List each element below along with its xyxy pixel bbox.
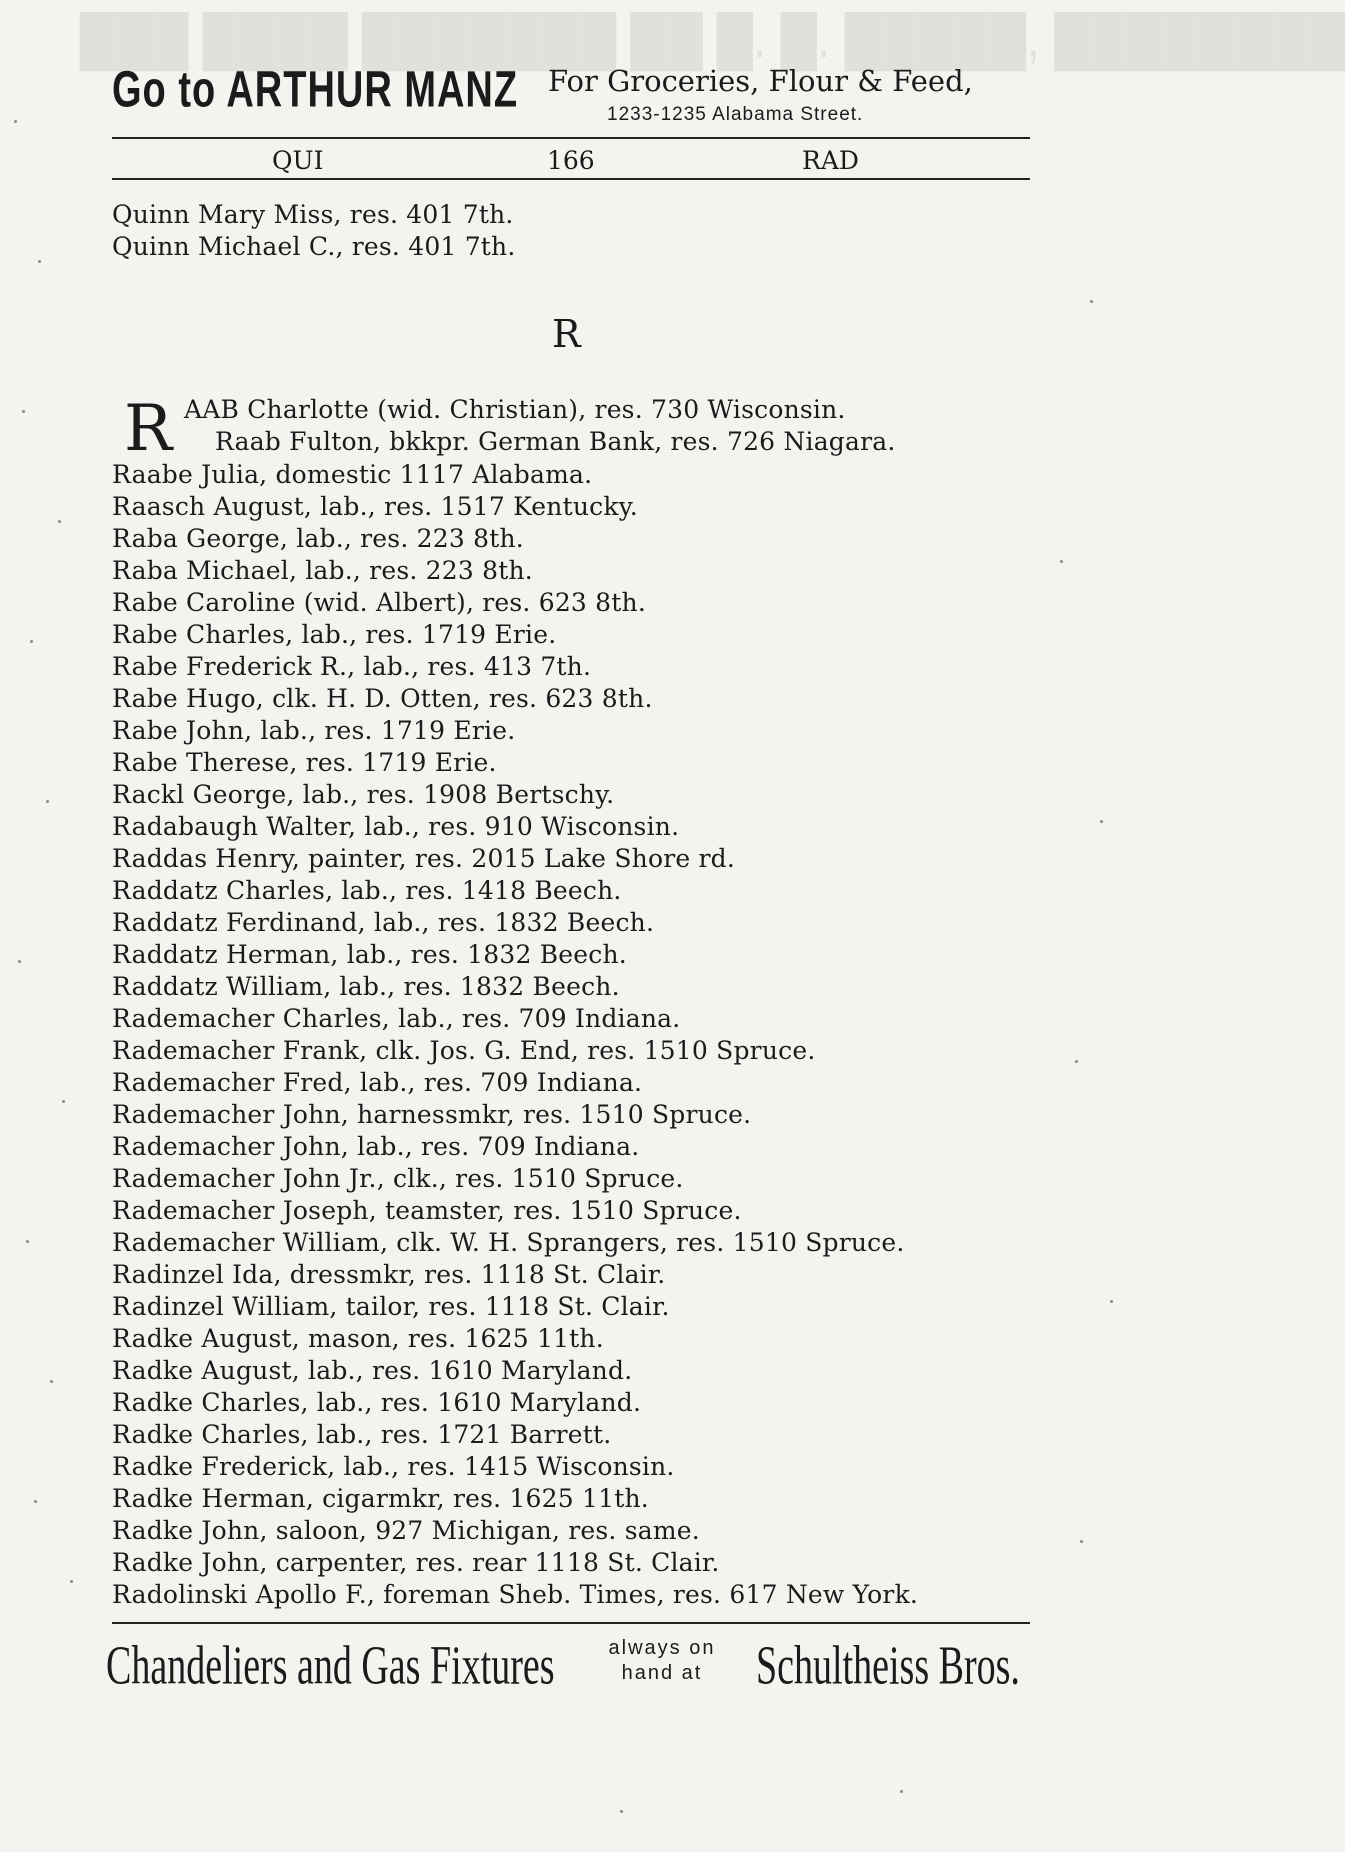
page-number: 166 <box>547 146 595 175</box>
show-through-text: ▇▇▇ ▇▇▇▇ ▇▇▇▇▇▇▇ ▇▇ ▇. ▇. ▇▇▇▇▇, ▇▇▇▇▇▇▇▇ <box>80 4 1345 70</box>
directory-entry: AAB Charlotte (wid. Christian), res. 730 Wisconsin. <box>184 395 846 424</box>
section-letter: R <box>552 312 581 356</box>
directory-entry: Rabe Charles, lab., res. 1719 Erie. <box>112 620 557 649</box>
ad-goods: For Groceries, Flour & Feed, <box>548 64 973 98</box>
running-head-right: RAD <box>802 146 859 175</box>
ad-address: 1233-1235 Alabama Street. <box>607 104 864 125</box>
print-speck <box>1075 1060 1078 1063</box>
directory-entry: Radke John, saloon, 927 Michigan, res. same. <box>112 1516 700 1545</box>
print-speck <box>70 1580 73 1583</box>
directory-entry: Raab Fulton, bkkpr. German Bank, res. 726 Niagara. <box>215 427 896 456</box>
drop-cap: R <box>124 392 173 466</box>
directory-entry: Rabe Hugo, clk. H. D. Otten, res. 623 8th. <box>112 684 653 713</box>
directory-entry: Rademacher John, harnessmkr, res. 1510 Spruce. <box>112 1100 752 1129</box>
running-head-left: QUI <box>272 146 324 175</box>
directory-entry: Rabe Frederick R., lab., res. 413 7th. <box>112 652 592 681</box>
directory-entry: Rademacher Charles, lab., res. 709 Indiana. <box>112 1004 681 1033</box>
directory-entry: Raabe Julia, domestic 1117 Alabama. <box>112 460 593 489</box>
print-speck <box>38 260 41 263</box>
directory-entry: Radke August, lab., res. 1610 Maryland. <box>112 1356 633 1385</box>
directory-entry: Rabe John, lab., res. 1719 Erie. <box>112 716 516 745</box>
directory-entry: Rabe Therese, res. 1719 Erie. <box>112 748 497 777</box>
directory-entry: Radke John, carpenter, res. rear 1118 St. Clair. <box>112 1548 720 1577</box>
directory-entry: Radke August, mason, res. 1625 11th. <box>112 1324 604 1353</box>
top-advertisement <box>112 62 1032 132</box>
directory-entry: Raddatz William, lab., res. 1832 Beech. <box>112 972 620 1001</box>
print-speck <box>18 960 21 963</box>
directory-entry: Radabaugh Walter, lab., res. 910 Wisconsin. <box>112 812 680 841</box>
bottom-advertisement <box>106 1634 1032 1724</box>
print-speck <box>1090 300 1093 303</box>
print-speck <box>58 520 61 523</box>
running-head <box>112 146 1030 180</box>
directory-entry: Radke Herman, cigarmkr, res. 1625 11th. <box>112 1484 649 1513</box>
directory-entry: Rademacher John Jr., clk., res. 1510 Spruce. <box>112 1164 684 1193</box>
print-speck <box>50 1380 53 1383</box>
directory-entry: Rademacher Fred, lab., res. 709 Indiana. <box>112 1068 643 1097</box>
directory-entry: Raddatz Ferdinand, lab., res. 1832 Beech. <box>112 908 655 937</box>
directory-entry: Raddas Henry, painter, res. 2015 Lake Shore rd. <box>112 844 735 873</box>
print-speck <box>26 1240 29 1243</box>
print-speck <box>62 1100 65 1103</box>
print-speck <box>14 120 17 123</box>
footer-rule <box>112 1622 1030 1624</box>
directory-entry: Raba George, lab., res. 223 8th. <box>112 524 524 553</box>
print-speck <box>1100 820 1103 823</box>
ad-availability-line-1: always on <box>608 1637 716 1659</box>
directory-entry: Radke Charles, lab., res. 1721 Barrett. <box>112 1420 612 1449</box>
ad-product: Chandeliers and Gas Fixtures <box>106 1635 555 1697</box>
directory-entry: Rademacher John, lab., res. 709 Indiana. <box>112 1132 640 1161</box>
directory-entry: Radinzel Ida, dressmkr, res. 1118 St. Clair. <box>112 1260 666 1289</box>
print-speck <box>1110 1300 1113 1303</box>
directory-entry: Radke Charles, lab., res. 1610 Maryland. <box>112 1388 642 1417</box>
directory-entry: Radke Frederick, lab., res. 1415 Wisconsin. <box>112 1452 675 1481</box>
print-speck <box>1080 1540 1083 1543</box>
directory-entry: Raddatz Charles, lab., res. 1418 Beech. <box>112 876 622 905</box>
header-rule-bottom <box>112 178 1030 180</box>
print-speck <box>620 1810 623 1813</box>
ad-availability-line-2: hand at <box>621 1662 703 1684</box>
directory-entry: Rademacher Joseph, teamster, res. 1510 Spruce. <box>112 1196 742 1225</box>
directory-entry: Raddatz Herman, lab., res. 1832 Beech. <box>112 940 627 969</box>
directory-entry: Quinn Mary Miss, res. 401 7th. <box>112 200 514 229</box>
directory-entry: Rademacher William, clk. W. H. Sprangers, res. 1510 Spruce. <box>112 1228 905 1257</box>
directory-entry: Rackl George, lab., res. 1908 Bertschy. <box>112 780 615 809</box>
directory-entry: Radinzel William, tailor, res. 1118 St. Clair. <box>112 1292 670 1321</box>
directory-entry: Raasch August, lab., res. 1517 Kentucky. <box>112 492 638 521</box>
ad-brand: Go to ARTHUR MANZ <box>112 62 519 119</box>
print-speck <box>46 800 49 803</box>
directory-entry: Rademacher Frank, clk. Jos. G. End, res. 1510 Spruce. <box>112 1036 816 1065</box>
print-speck <box>1060 560 1063 563</box>
print-speck <box>900 1790 903 1793</box>
ad-availability <box>592 1636 732 1686</box>
header-rule-top <box>112 137 1030 139</box>
directory-entry: Quinn Michael C., res. 401 7th. <box>112 232 516 261</box>
print-speck <box>30 640 33 643</box>
directory-entry: Rabe Caroline (wid. Albert), res. 623 8th. <box>112 588 646 617</box>
directory-entry: Radolinski Apollo F., foreman Sheb. Times, res. 617 New York. <box>112 1580 919 1609</box>
directory-entry: Raba Michael, lab., res. 223 8th. <box>112 556 533 585</box>
ad-vendor: Schultheiss Bros. <box>756 1635 1020 1697</box>
print-speck <box>34 1500 37 1503</box>
print-speck <box>22 410 25 413</box>
